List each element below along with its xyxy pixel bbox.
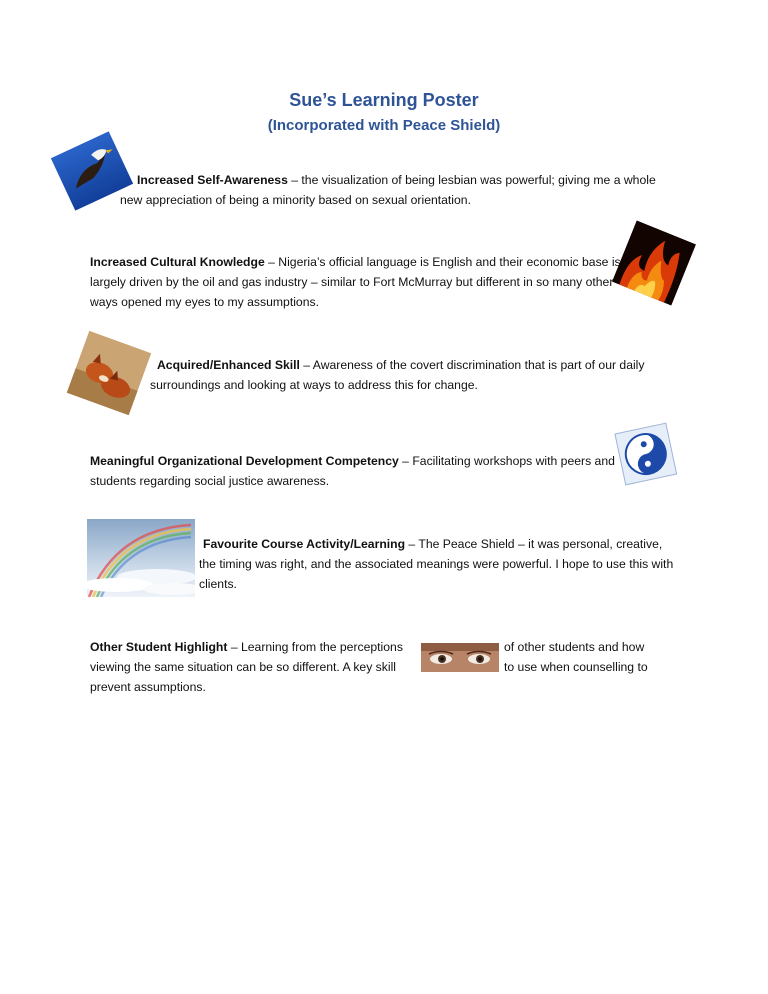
poster-subtitle: (Incorporated with Peace Shield) (267, 117, 501, 134)
section-text: – Awareness of the covert discrimination that is part of our daily surroundings and looking at ways to address this for change. (150, 358, 645, 392)
section-heading: Favourite Course Activity/Learning (203, 537, 406, 551)
rainbow-image (87, 519, 195, 597)
section-heading: Increased Self-Awareness (137, 173, 288, 187)
section-heading: Other Student Highlight (90, 640, 228, 654)
section-text: – Nigeria’s official language is English and their economic base is largely driven by the oil and gas industry – similar to Fort McMurray but different in so many other ways opened my eyes to my assumptions. (90, 255, 621, 309)
section-enhanced-skill (150, 355, 670, 395)
section-text-left-1: – Learning from the perceptions (227, 640, 403, 654)
section-text-right-2: to use when counselling to (504, 660, 648, 674)
section-text: – Facilitating workshops with peers and students regarding social justice awareness. (90, 454, 615, 488)
section-favourite-activity (199, 534, 674, 594)
section-self-awareness (120, 170, 680, 210)
section-text-left-3: prevent assumptions. (90, 680, 206, 694)
foxes-image (67, 331, 152, 416)
section-text-left-2: viewing the same situation can be so different. A key skill (90, 660, 396, 674)
section-heading: Acquired/Enhanced Skill (157, 358, 300, 372)
eyes-image (421, 643, 499, 672)
section-cultural-knowledge (90, 252, 630, 312)
section-text: – the visualization of being lesbian was powerful; giving me a whole new appreciation of being a minority based on sexual orientation. (120, 173, 656, 207)
section-text: – The Peace Shield – it was personal, creative, the timing was right, and the associated meanings were powerful. I hope to use this with clients. (199, 537, 674, 591)
section-heading: Increased Cultural Knowledge (90, 255, 265, 269)
section-heading: Meaningful Organizational Development Competency (90, 454, 399, 468)
section-text-right-1: of other students and how (504, 640, 645, 654)
section-org-development (90, 451, 620, 491)
poster-title: Sue’s Learning Poster (289, 90, 479, 110)
